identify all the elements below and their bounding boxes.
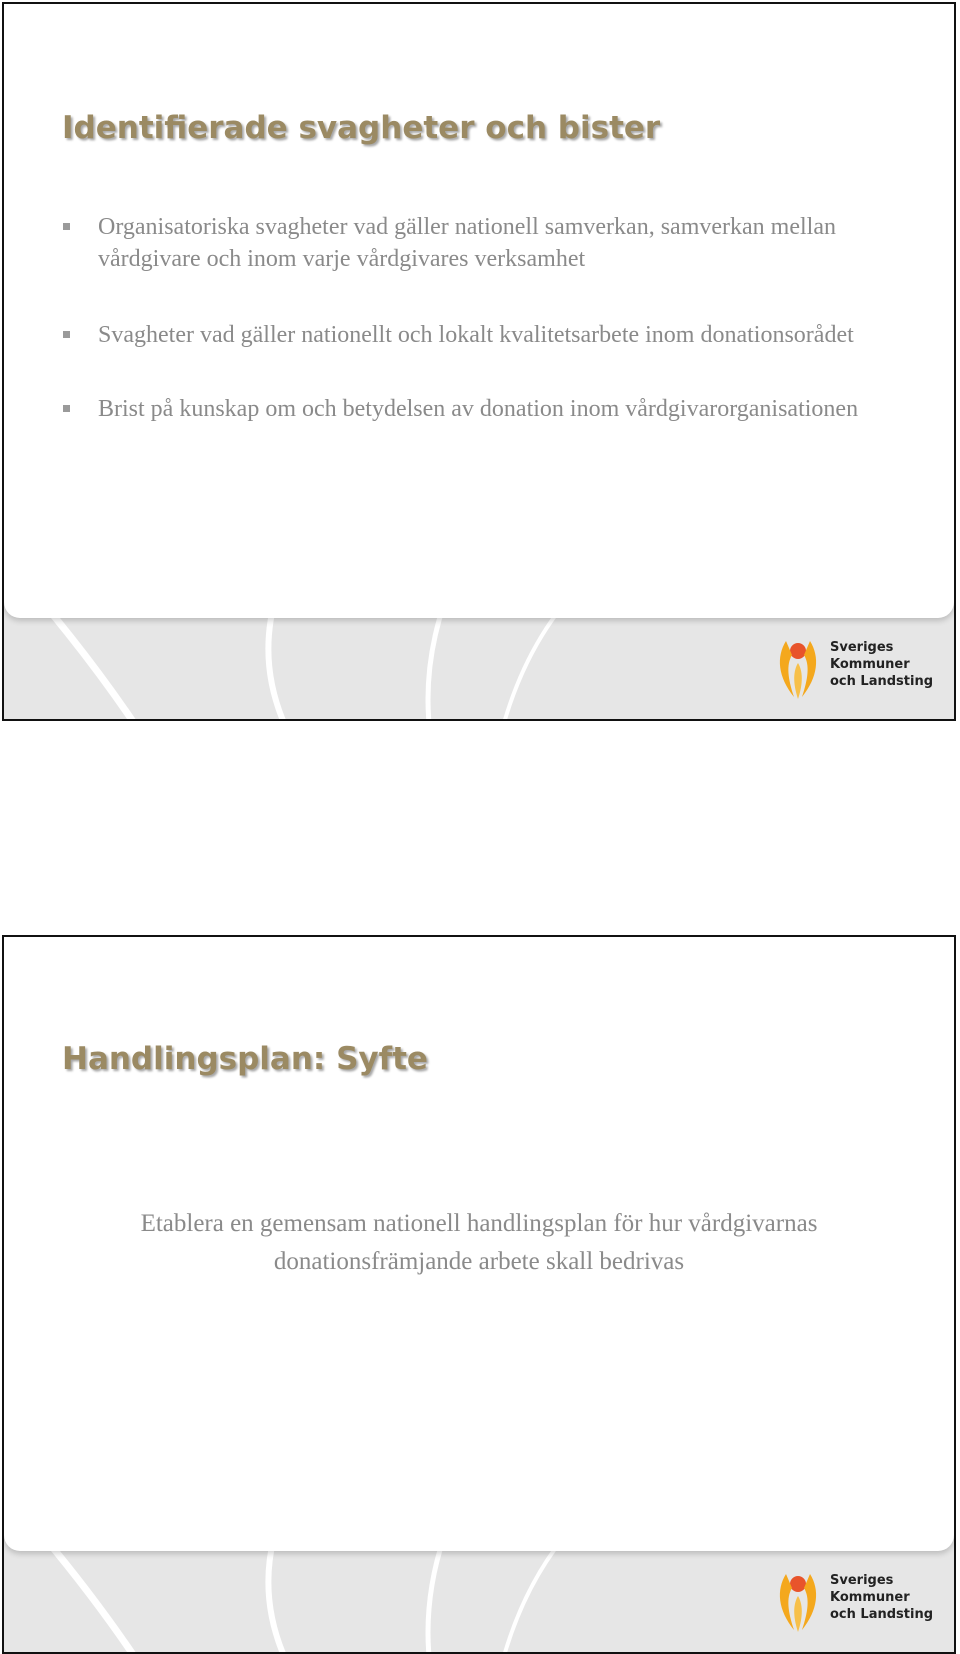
logo-line-1: Sveriges <box>830 1573 894 1588</box>
slide-title: Handlingsplan: Syfte <box>62 1041 428 1077</box>
bullet-list <box>60 211 920 469</box>
logo-wordmark <box>830 1572 933 1623</box>
bullet-text: Svagheter vad gäller nationellt och lokalt kvalitetsarbete inom donationsorådet <box>98 322 854 348</box>
slide-content <box>4 4 954 618</box>
logo-line-2: Kommuner <box>830 657 910 672</box>
skl-logo <box>774 635 934 703</box>
slide-title: Identifierade svagheter och bister <box>62 110 661 146</box>
logo-line-3: och Landsting <box>830 674 934 689</box>
skl-logo <box>774 1568 934 1636</box>
bullet-text: Brist på kunskap om och betydelsen av donation inom vårdgivarorganisationen <box>98 396 859 422</box>
square-bullet-icon <box>63 331 70 338</box>
logo-line-1: Sveriges <box>830 640 894 655</box>
slide-1 <box>2 2 956 721</box>
square-bullet-icon <box>63 223 70 230</box>
skl-flame-figure-icon <box>774 637 822 701</box>
logo-line-3: och Landsting <box>830 1607 934 1622</box>
bullet-item <box>60 211 920 275</box>
logo-wordmark <box>830 639 933 690</box>
skl-flame-figure-icon <box>774 1570 822 1634</box>
body-text: Etablera en gemensam nationell handlingsplan för hur vårdgivarnas donationsfrämjande arbete skall bedrivas <box>140 1210 818 1275</box>
bullet-item <box>60 393 920 425</box>
square-bullet-icon <box>63 405 70 412</box>
bullet-text: Organisatoriska svagheter vad gäller nationell samverkan, samverkan mellan vårdgivare och inom varje vårdgivares verksamhet <box>98 214 836 272</box>
bullet-item <box>60 319 920 351</box>
slide-content <box>4 937 954 1551</box>
logo-line-2: Kommuner <box>830 1590 910 1605</box>
slide-2 <box>2 935 956 1654</box>
